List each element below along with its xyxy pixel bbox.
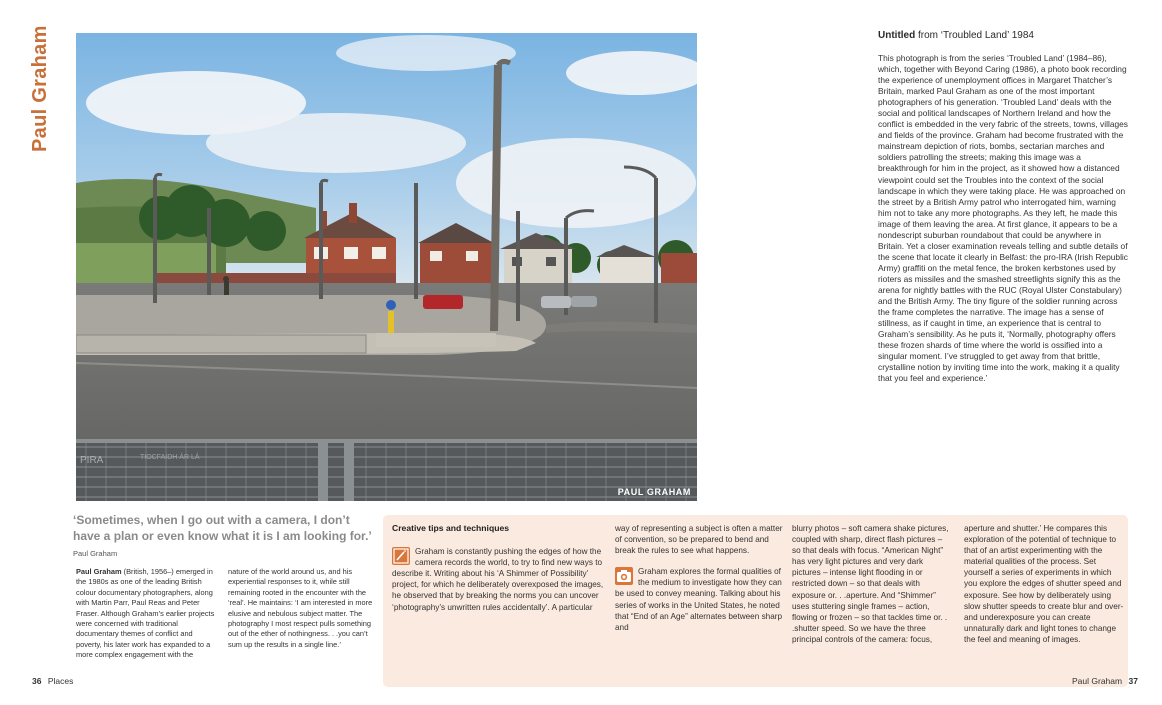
pull-quote — [73, 512, 373, 562]
page-number-left: 36 — [32, 676, 42, 686]
photograph-image — [76, 33, 697, 501]
running-title: Paul Graham — [1072, 676, 1123, 686]
tips-title: Creative tips and techniques — [392, 523, 510, 533]
caption-column — [878, 30, 1128, 384]
tips-column-3: blurry photos – soft camera shake pictures, coupled with sharp, direct flash pictures – so that deals with focus. “American Night” has very light pictures and very dark pictures – intense light flooding in or restricted down – so that deals with exposure or. . .aperture. And “Shimmer” uses stuttering single frames – action, flowing or frozen – so that tackles time or. . .shutter speed. So we have the three principal controls of the camera: focus, — [792, 524, 949, 644]
tips-column-4: aperture and shutter.’ He compares this exploration of the potential of technique to that of an artist experimenting with the material qualities of the process. Set yourself a series of experiments in which you explore the edges of shutter speed and exposure. See how by deliberately using slow shutter speeds to create blur and over- and underexposure you can create unnaturally dark and light tones to change the feel and meaning of images. — [964, 524, 1124, 644]
bio-text-1: (British, 1956–) emerged in the 1980s as one of the leading British colour documentary photographers, along with Martin Parr, Paul Reas and Peter Fraser. Although Graham’s earlier projects were concerned with traditional documentary themes of conflict and poverty, his later work has expanded to a more complex engagement with the — [76, 567, 215, 660]
bio-column-1 — [76, 567, 216, 661]
side-title — [27, 25, 57, 152]
pencil-icon — [392, 547, 410, 565]
tips-paragraph-2 — [615, 566, 785, 633]
section-label: Places — [47, 676, 74, 686]
pull-quote-text: ‘Sometimes, when I go out with a camera, I don’t have a plan or even know what it is I am looking for.’ — [73, 513, 372, 543]
tips-text-3: Graham explores the formal qualities of the medium to investigate how they can be used to convey meaning. Talking about his series of works in the United States, he noted that “End of an Age” alternates between sharp and — [615, 567, 783, 632]
side-title-text: Paul Graham — [29, 25, 51, 152]
pull-quote-attribution: Paul Graham — [73, 549, 118, 558]
tips-column-2 — [615, 523, 785, 633]
graffiti-pira: PIRA — [80, 455, 104, 466]
bio-name: Paul Graham — [76, 567, 122, 576]
caption-title: Untitled — [878, 30, 916, 41]
caption-source: from ‘Troubled Land’ 1984 — [918, 30, 1034, 41]
footer-left — [32, 676, 73, 686]
tips-column-1 — [392, 523, 604, 613]
tips-box — [383, 515, 1128, 687]
photograph — [76, 33, 697, 501]
tips-text-2: way of representing a subject is often a matter of convention, so be prepared to bend and break the rules to see what happens. — [615, 524, 783, 556]
graffiti-tiocfaidh: TIOCFAIDH ÁR LÁ — [140, 454, 200, 461]
page-number-right: 37 — [1128, 676, 1138, 686]
bio-column-2: nature of the world around us, and his experiential responses to it, while still remaining rooted in the encounter with the ‘real’. He maintains: ‘I am interested in more elusive and nebulous subject matter. The photography I most respect pulls something out of the ether of nothingness. . .you can’t sum up the results in a single line.’ — [228, 567, 373, 649]
footer-right — [1072, 676, 1138, 686]
camera-icon — [615, 567, 633, 585]
caption-heading — [878, 30, 1128, 41]
tips-text-1: Graham is constantly pushing the edges of how the camera records the world, to try to find new ways to describe it. Writing about his ‘A Shimmer of Possibility’ project, for which he deliberately overexposed the images, he observed that by breaking the norms you can uncover ‘photography’s unwritten rules accidentally’. A particular — [392, 547, 604, 612]
caption-body: This photograph is from the series ‘Troubled Land’ (1984–86), which, together with Beyond Caring (1986), a photo book recording the experience of unemployment offices in Margaret Thatcher’s Britain, marked Paul Graham as one of the most important photographers of his generation. ‘Troubled Land’ deals with the social and political landscapes of Northern Ireland and how the conflict is embedded in the very fabric of the streets, towns, villages and fields of the province. Graham had become frustrated with the mainstream depiction of riots, bombs, sectarian marches and soldiers patrolling the streets; making this image was a breakthrough for him in the project, as it showed how a distanced viewpoint could set the Troubles into the context of the social landscape in which they were taking place. He was approached on the street by a British Army patrol who interrogated him, warning him not to take any more photographs. As they left, he made this image of them leaving the area. At first glance, it appears to be a nondescript suburban roundabout that could be anywhere in Britain. Yet a closer examination reveals telling and subtle details of the scene that locate it clearly in Belfast: the pro-IRA (Irish Republic Army) graffiti on the metal fence, the broken kerbstones used by rioters as missiles and the smashed streetlights signify this as the arena for nightly battles with the RUC (Royal Ulster Constabulary) and the British Army. The tiny figure of the soldier running across the frame completes the narrative. The image has a sense of stillness, as if caught in time, an experience that is central to Graham’s sensibility. As he puts it, ‘Normally, photography offers these frozen shards of time where the world is ossified into a singular moment. I’ve struggled to get away from that brittle, crystalline notion by inviting time into the work, making it a quality that you feel and experience.’ — [878, 53, 1128, 384]
photo-credit: PAUL GRAHAM — [617, 487, 691, 497]
